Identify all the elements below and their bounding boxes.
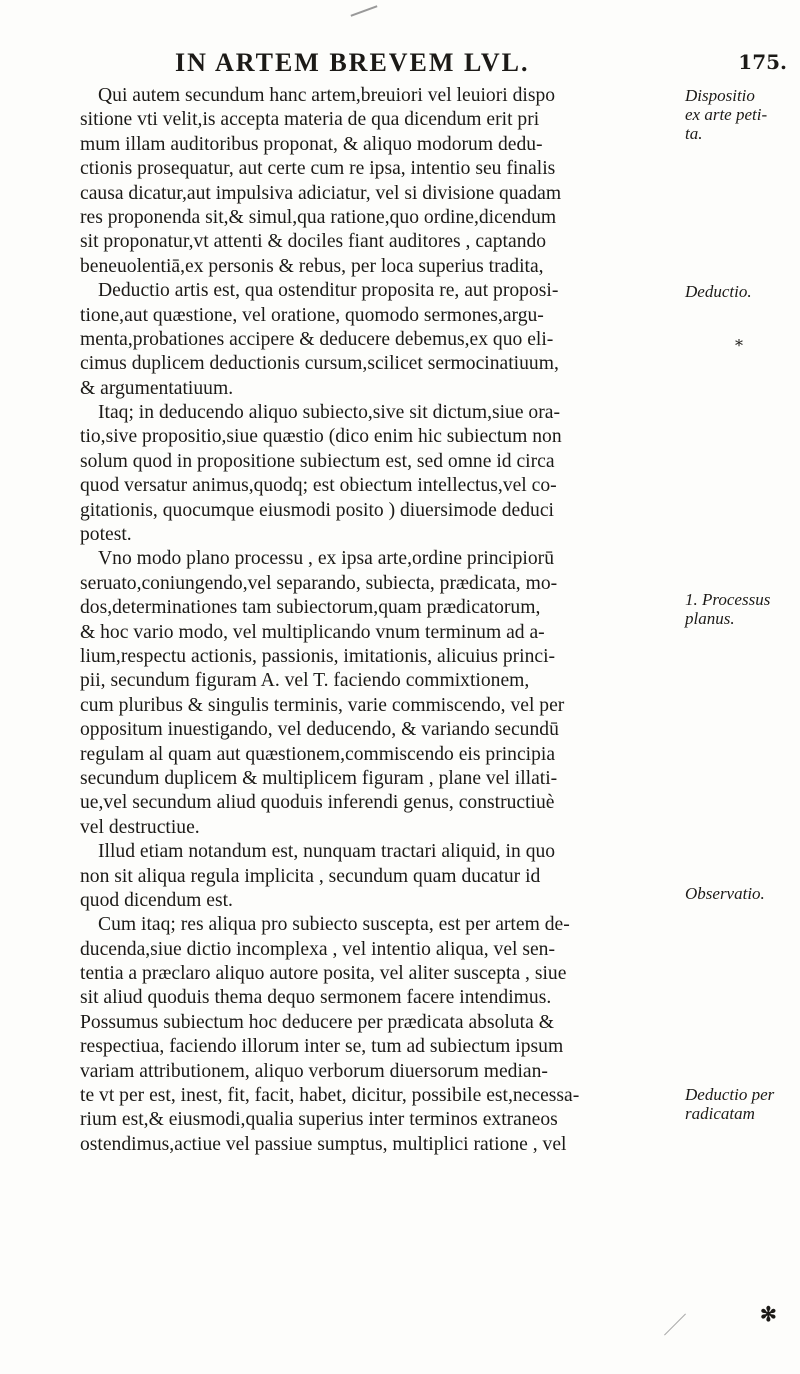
paragraph-4 (80, 547, 680, 840)
text-line: Vno modo plano processu , ex ipsa arte,ordine principiorū (98, 548, 554, 570)
text-line: ducenda,siue dictio incomplexa , vel intentio aliqua, vel sen- (80, 938, 556, 960)
text-line: Qui autem secundum hanc artem,breuiori vel leuiori dispo (98, 85, 556, 106)
text-line: solum quod in propositione subiectum est, sed omne id circa (80, 450, 555, 472)
text-line: Deductio artis est, qua ostenditur proposita re, aut proposi- (98, 280, 559, 302)
page-header (175, 48, 795, 82)
text-line: tentia a præclaro aliquo autore posita, vel aliter suscepta , siue (80, 963, 567, 985)
text-line: vel destructiue. (80, 816, 200, 838)
paragraph-1 (80, 84, 680, 279)
asterisk-mark: * (735, 336, 743, 355)
margin-note-deductio (685, 282, 797, 301)
margin-note-line: ta. (685, 124, 703, 143)
paragraph-2 (80, 279, 680, 401)
margin-note-line: Dispositio (685, 86, 755, 105)
paragraph-3 (80, 401, 680, 547)
ornament-mark: ✻ (760, 1302, 777, 1326)
text-line: ostendimus,actiue vel passiue sumptus, multiplici ratione , vel (80, 1133, 567, 1155)
text-line: & argumentatiuum. (80, 377, 234, 399)
paragraph-6 (80, 913, 680, 1157)
text-line: Possumus subiectum hoc deducere per prædicata absoluta & (80, 1011, 554, 1033)
pencil-mark (664, 1314, 686, 1336)
text-line: ctionis prosequatur, aut certe cum re ipsa, intentio seu finalis (80, 158, 556, 180)
text-line: Cum itaq; res aliqua pro subiecto suscepta, est per artem de- (98, 914, 570, 936)
text-line: sitione vti velit,is accepta materia de qua dicendum erit pri (80, 109, 540, 131)
margin-note-dispositio (685, 86, 797, 143)
margin-note-line: radicatam (685, 1104, 755, 1123)
text-line: res proponenda sit,& simul,qua ratione,quo ordine,dicendum (80, 206, 557, 228)
text-line: menta,probationes accipere & deducere debemus,ex quo eli- (80, 328, 554, 350)
text-line: Itaq; in deducendo aliquo subiecto,sive sit dictum,siue ora- (98, 402, 560, 424)
text-line: cimus duplicem deductionis cursum,scilicet sermocinatiuum, (80, 353, 559, 375)
margin-note-line: Deductio. (685, 282, 752, 301)
margin-note-line: planus. (685, 609, 735, 628)
text-line: sit proponatur,vt attenti & dociles fiant auditores , captando (80, 231, 547, 253)
margin-note-observatio (685, 884, 797, 903)
margin-note-line: ex arte peti- (685, 105, 768, 124)
text-line: & hoc vario modo, vel multiplicando vnum terminum ad a- (80, 621, 545, 643)
text-line: causa dicatur,aut impulsiva adiciatur, vel si divisione quadam (80, 182, 562, 204)
page-number: 175. (738, 50, 787, 74)
text-line: quod versatur animus,quodq; est obiectum intellectus,vel co- (80, 475, 557, 497)
page-smudge (351, 5, 378, 16)
text-line: oppositum inuestigando, vel deducendo, & variando secundū (80, 719, 559, 741)
text-line: gitationis, quocumque eiusmodi posito ) diuersimode deduci (80, 499, 554, 521)
margin-note-line: 1. Processus (685, 590, 771, 609)
text-line: tione,aut quæstione, vel oratione, quomodo sermones,argu- (80, 304, 544, 326)
text-line: sit aliud quoduis thema dequo sermonem facere intendimus. (80, 987, 552, 1009)
text-line: regulam al quam aut quæstionem,commiscendo eis principia (80, 743, 556, 765)
text-line: cum pluribus & singulis terminis, varie commiscendo, vel per (80, 694, 565, 716)
margin-note-processus (685, 590, 797, 628)
text-line: rium est,& eiusmodi,qualia superius inter terminos extraneos (80, 1109, 558, 1131)
paragraph-5 (80, 840, 680, 913)
text-line: non sit aliqua regula implicita , secundum quam ducatur id (80, 865, 541, 887)
margin-note-line: Observatio. (685, 884, 765, 903)
text-line: pii, secundum figuram A. vel T. faciendo commixtionem, (80, 670, 530, 692)
text-line: mum illam auditoribus proponat, & aliquo modorum dedu- (80, 133, 543, 155)
main-text (80, 84, 680, 1157)
text-line: lium,respectu actionis, passionis, imitationis, alicuius princi- (80, 645, 556, 667)
text-line: secundum duplicem & multiplicem figuram , plane vel illati- (80, 767, 558, 789)
margin-note-line: Deductio per (685, 1085, 775, 1104)
text-line: quod dicendum est. (80, 889, 233, 911)
text-line: dos,determinationes tam subiectorum,quam prædicatorum, (80, 597, 541, 619)
text-line: beneuolentiā,ex personis & rebus, per loca superius tradita, (80, 255, 544, 277)
text-line: potest. (80, 524, 132, 546)
text-line: Illud etiam notandum est, nunquam tractari aliquid, in quo (98, 841, 556, 863)
text-line: seruato,coniungendo,vel separando, subiecta, prædicata, mo- (80, 572, 558, 594)
text-line: ue,vel secundum aliud quoduis inferendi genus, constructiuè (80, 792, 555, 814)
margin-note-deductio-per (685, 1085, 797, 1123)
text-line: respectiua, faciendo illorum inter se, tum ad subiectum ipsum (80, 1036, 564, 1058)
running-head: IN ARTEM BREVEM LVL. (175, 48, 530, 77)
text-line: te vt per est, inest, fit, facit, habet, dicitur, possibile est,necessa- (80, 1085, 580, 1107)
text-line: tio,sive propositio,siue quæstio (dico enim hic subiectum non (80, 426, 562, 448)
text-line: variam attributionem, aliquo verborum diuersorum median- (80, 1060, 548, 1082)
